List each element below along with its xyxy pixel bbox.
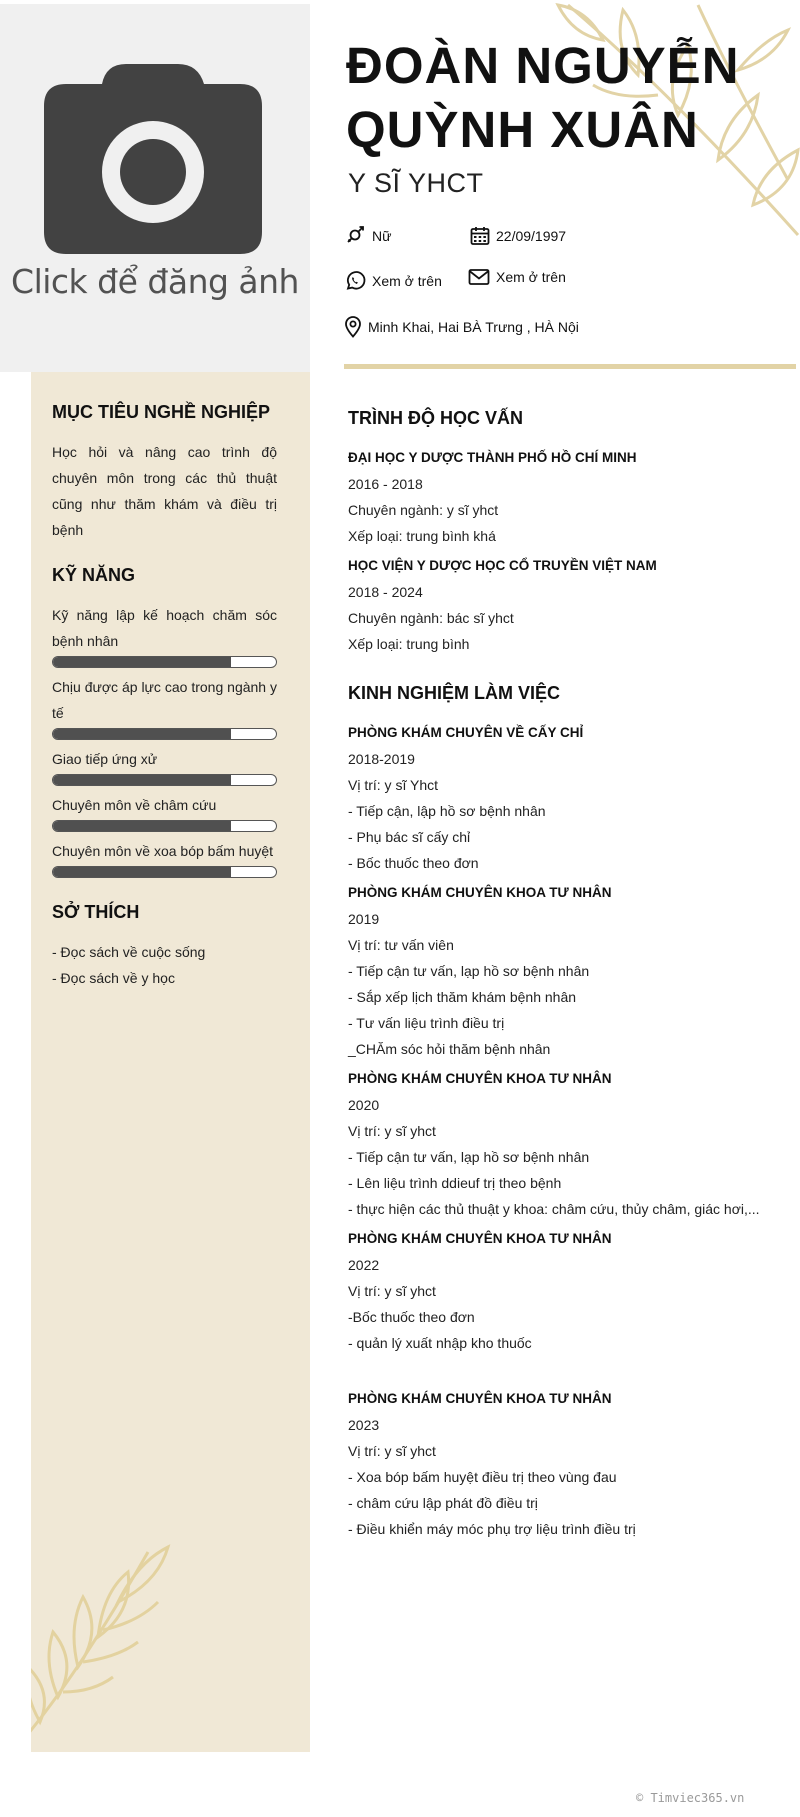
gender-value: Nữ: [372, 228, 392, 244]
skill-name: Kỹ năng lập kế hoạch chăm sóc bệnh nhân: [52, 607, 277, 649]
experience-entry: [348, 1226, 778, 1356]
experience-heading: KINH NGHIỆM LÀM VIỆC: [348, 683, 561, 703]
education-entry: [348, 445, 778, 549]
work-detail: - quản lý xuất nhập kho thuốc: [348, 1335, 532, 1351]
hobbies-section: [52, 902, 277, 991]
company-name: PHÒNG KHÁM CHUYÊN KHOA TƯ NHÂN: [348, 1391, 612, 1406]
school-name: HỌC VIỆN Y DƯỢC HỌC CỔ TRUYỀN VIỆT NAM: [348, 558, 657, 573]
work-detail: - Điều khiển máy móc phụ trợ liệu trình điều trị: [348, 1521, 636, 1537]
work-detail: - Lên liệu trình ddieuf trị theo bệnh: [348, 1175, 562, 1191]
skill-level-fill: [53, 821, 231, 831]
camera-icon: [44, 60, 262, 254]
hobby-item: - Đọc sách về cuộc sống: [52, 944, 206, 960]
skill-level-bar: [52, 656, 277, 668]
work-period: 2023: [348, 1417, 380, 1433]
photo-caption: Click để đăng ảnh: [11, 262, 299, 301]
leaf-decoration-icon: [31, 1542, 198, 1752]
work-period: 2019: [348, 911, 380, 927]
sidebar: [31, 372, 310, 1752]
location-pin-icon: [344, 316, 362, 338]
work-period: 2020: [348, 1097, 380, 1113]
study-major: Chuyên ngành: bác sĩ yhct: [348, 610, 514, 626]
company-name: PHÒNG KHÁM CHUYÊN VỀ CẤY CHỈ: [348, 725, 584, 740]
hobby-item: - Đọc sách về y học: [52, 970, 175, 986]
contact-phone: [344, 270, 442, 292]
whatsapp-icon: [344, 270, 366, 292]
study-period: 2018 - 2024: [348, 584, 423, 600]
experience-entry: [348, 1066, 778, 1222]
gender-icon: [346, 226, 366, 246]
work-detail: -Bốc thuốc theo đơn: [348, 1309, 475, 1325]
skill-item: [52, 838, 277, 878]
company-name: PHÒNG KHÁM CHUYÊN KHOA TƯ NHÂN: [348, 1071, 612, 1086]
skill-item: [52, 746, 277, 786]
skills-heading: KỸ NĂNG: [52, 565, 136, 585]
work-detail: - Tiếp cận tư vấn, lạp hồ sơ bệnh nhân: [348, 963, 590, 979]
work-detail: - Xoa bóp bấm huyệt điều trị theo vùng đau: [348, 1469, 617, 1485]
contact-birthday: [470, 226, 566, 246]
work-detail: - Tư vấn liệu trình điều trị: [348, 1015, 505, 1031]
company-name: PHÒNG KHÁM CHUYÊN KHOA TƯ NHÂN: [348, 885, 612, 900]
contact-address: [344, 316, 579, 338]
candidate-name: ĐOÀN NGUYỄN QUỲNH XUÂN: [346, 37, 740, 158]
skill-name: Giao tiếp ứng xử: [52, 751, 158, 767]
skill-name: Chuyên môn về châm cứu: [52, 797, 217, 813]
skill-level-bar: [52, 728, 277, 740]
objective-heading: MỤC TIÊU NGHỀ NGHIỆP: [52, 402, 271, 422]
company-name: PHÒNG KHÁM CHUYÊN KHOA TƯ NHÂN: [348, 1231, 612, 1246]
contact-gender: [346, 226, 391, 246]
education-entry: [348, 553, 778, 657]
header-divider: [344, 364, 796, 369]
skill-level-bar: [52, 820, 277, 832]
objective-section: [52, 402, 277, 543]
work-detail: - châm cứu lập phát đồ điều trị: [348, 1495, 538, 1511]
photo-placeholder[interactable]: [0, 4, 310, 372]
education-heading: TRÌNH ĐỘ HỌC VẤN: [348, 408, 523, 428]
skill-level-fill: [53, 729, 231, 739]
address-value: Minh Khai, Hai BÀ Trưng , HÀ Nội: [368, 319, 579, 335]
hobbies-heading: SỞ THÍCH: [52, 902, 140, 922]
work-detail: Vị trí: y sĩ Yhct: [348, 777, 438, 793]
work-detail: Vị trí: tư vấn viên: [348, 937, 454, 953]
skill-item: [52, 674, 277, 740]
skill-level-fill: [53, 867, 231, 877]
study-major: Chuyên ngành: y sĩ yhct: [348, 502, 499, 518]
mail-icon: [468, 268, 490, 286]
experience-entry: [348, 1386, 778, 1542]
work-detail: - Phụ bác sĩ cấy chỉ: [348, 829, 471, 845]
study-period: 2016 - 2018: [348, 476, 423, 492]
skill-name: Chịu được áp lực cao trong ngành y tế: [52, 679, 277, 721]
calendar-icon: [470, 226, 490, 246]
objective-text: Học hỏi và nâng cao trình độ chuyên môn trong các thủ thuật cũng như thăm khám và điều trị bệnh: [52, 444, 277, 538]
work-period: 2018-2019: [348, 751, 415, 767]
skill-level-bar: [52, 866, 277, 878]
work-detail: - Tiếp cận, lập hồ sơ bệnh nhân: [348, 803, 546, 819]
skill-item: [52, 792, 277, 832]
skill-name: Chuyên môn về xoa bóp bấm huyệt: [52, 843, 274, 859]
work-detail: - thực hiện các thủ thuật y khoa: châm cứu, thủy châm, giác hơi,...: [348, 1201, 760, 1217]
skill-level-fill: [53, 657, 231, 667]
skill-level-bar: [52, 774, 277, 786]
work-detail: - Tiếp cận tư vấn, lạp hồ sơ bệnh nhân: [348, 1149, 590, 1165]
footer-credit: © Timviec365.vn: [636, 1791, 745, 1805]
work-detail: Vị trí: y sĩ yhct: [348, 1283, 436, 1299]
education-section: [348, 408, 778, 661]
study-grade: Xếp loại: trung bình khá: [348, 528, 496, 544]
experience-section: [348, 683, 778, 1546]
skill-level-fill: [53, 775, 231, 785]
school-name: ĐẠI HỌC Y DƯỢC THÀNH PHỐ HỒ CHÍ MINH: [348, 450, 637, 465]
email-value: Xem ở trên: [496, 269, 566, 285]
birthday-value: 22/09/1997: [496, 228, 567, 244]
experience-entry: [348, 720, 778, 876]
experience-entry: [348, 880, 778, 1062]
work-detail: Vị trí: y sĩ yhct: [348, 1123, 436, 1139]
skill-item: [52, 602, 277, 668]
work-detail: Vị trí: y sĩ yhct: [348, 1443, 436, 1459]
study-grade: Xếp loại: trung bình: [348, 636, 470, 652]
work-period: 2022: [348, 1257, 380, 1273]
phone-value: Xem ở trên: [372, 273, 442, 289]
work-detail: - Sắp xếp lịch thăm khám bệnh nhân: [348, 989, 577, 1005]
contact-email: [468, 268, 566, 286]
job-title: Y SĨ YHCT: [348, 168, 484, 198]
skills-section: [52, 565, 277, 878]
work-detail: - Bốc thuốc theo đơn: [348, 855, 479, 871]
work-detail: _CHĂm sóc hỏi thăm bệnh nhân: [348, 1041, 551, 1057]
